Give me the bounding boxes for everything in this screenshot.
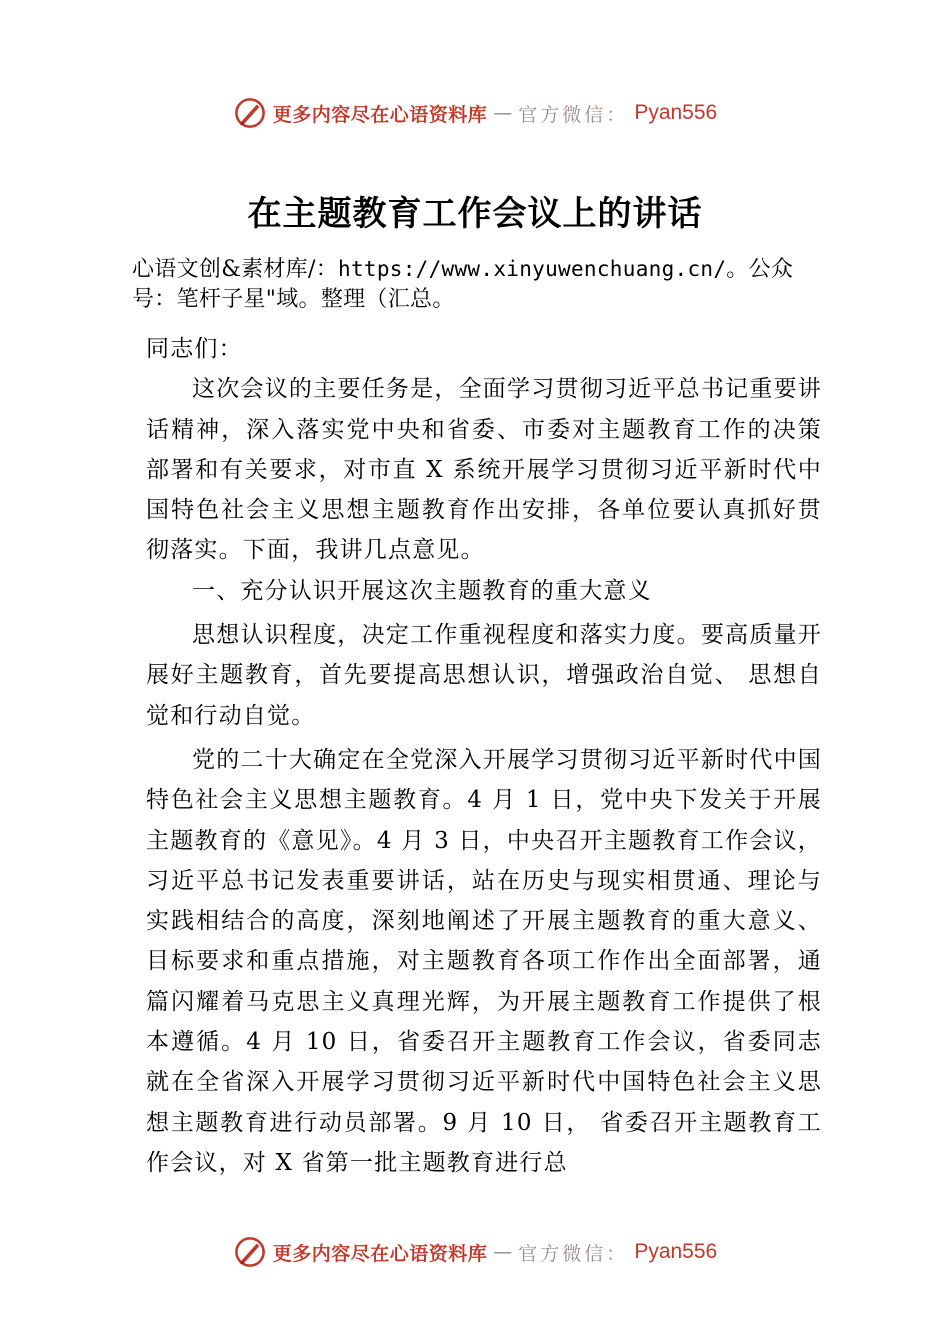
banner-dash: — [493, 1241, 513, 1263]
source-suffix: 。公众号：笔杆子星"域。整理（汇总。 [132, 257, 794, 312]
source-url: https://www.xinyuwenchuang.cn/ [338, 257, 727, 281]
banner-wechat-id: Pyan556 [634, 101, 718, 124]
pen-logo-icon [233, 1235, 267, 1269]
document-title: 在主题教育工作会议上的讲话 [247, 194, 703, 234]
paragraph: 党的二十大确定在全党深入开展学习贯彻习近平新时代中国特色社会主义思想主题教育。4 月 1 日，党中央下发关于开展主题教育的《意见》。4 月 3 日，中央召开主题教育工作会议，习近平总书记发表重要讲话，站在历史与现实相贯通、理论与实践相结合的高度，深刻地阐述了开展主题教育的重大意义、目标要求和重点措施，对主题教育各项工作作出全面部署，通篇闪耀着马克思主义真理光辉，为开展主题教育工作提供了根本遵循。4 月 10 日，省委召开主题教育工作会议，省委同志就在全省深入开展学习贯彻习近平新时代中国特色社会主义思想主题教育进行动员部署。9 月 10 日， 省委召开主题教育工作会议，对 X 省第一批主题教育进行总 [146, 746, 822, 1176]
source-line [132, 254, 832, 315]
paragraph: 这次会议的主要任务是，全面学习贯彻习近平总书记重要讲话精神，深入落实党中央和省委、市委对主题教育工作的决策部署和有关要求，对市直 X 系统开展学习贯彻习近平新时代中国特色社会主义思想主题教育作出安排，各单位要认真抓好贯彻落实。下面，我讲几点意见。 [146, 376, 822, 564]
source-prefix: 心语文创&素材库/： [132, 257, 338, 282]
section-heading: 一、充分认识开展这次主题教育的重大意义 [192, 577, 652, 604]
banner-slogan: 更多内容尽在心语资料库 [272, 1242, 488, 1265]
banner-slogan: 更多内容尽在心语资料库 [272, 103, 488, 126]
pen-logo-icon [233, 96, 267, 130]
banner-wechat-label: 官方微信： [518, 103, 629, 126]
header-banner [0, 93, 950, 133]
salutation: 同志们： [146, 336, 243, 362]
banner-wechat-label: 官方微信： [518, 1242, 629, 1265]
paragraph: 思想认识程度，决定工作重视程度和落实力度。要高质量开展好主题教育，首先要提高思想认识，增强政治自觉、 思想自觉和行动自觉。 [146, 622, 822, 729]
banner-wechat-id: Pyan556 [634, 1240, 718, 1263]
document-body [146, 329, 822, 1183]
footer-banner [0, 1232, 950, 1272]
banner-dash: — [493, 102, 513, 124]
